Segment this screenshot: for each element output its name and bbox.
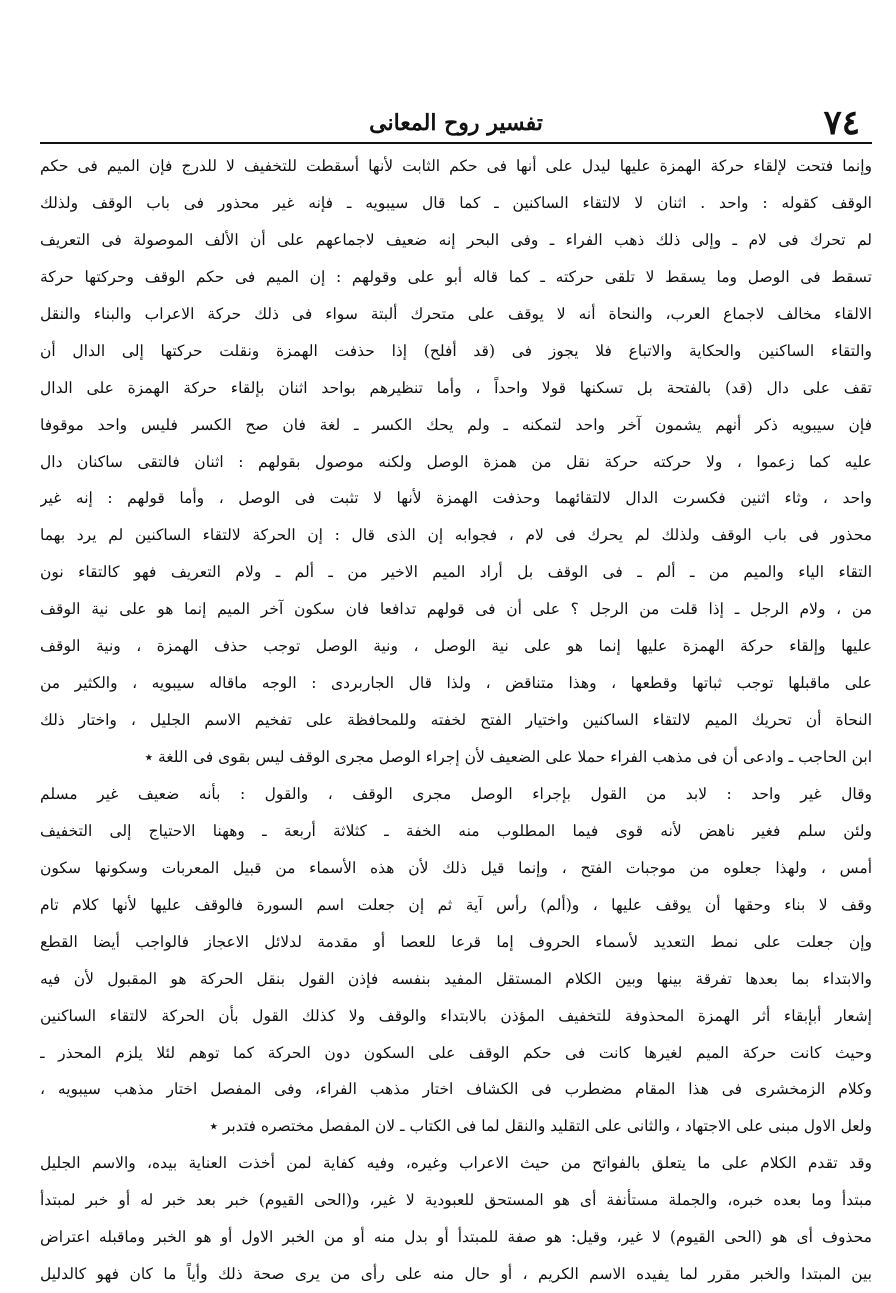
running-title: تفسير روح المعانى <box>369 110 543 136</box>
text-line: عليه كما زعموا ، ولا حركته حركة نقل من همزة الوصل ولكنه موصول بقولهم : اثنان فالتقى ساكنان دال <box>40 452 872 471</box>
text-line: واحد ، وثاء اثنين فكسرت الدال لالتقائهما وحذفت الهمزة لأنها لا تثبت فى الوصل ، وأما قولهم : إنه غير <box>40 489 872 508</box>
commentary-text <box>40 148 872 1293</box>
text-line: تقف على دال (قد) بالفتحة بل تسكنها قولا واحداً ، وأما تنظيرهم بواحد اثنان بإلقاء حركة الهمزة على الدال <box>40 378 872 397</box>
text-line: ابن الحاجب ـ وادعى أن فى مذهب الفراء حملا على الضعيف لأن إجراء الوصل مجرى الوقف ليس بقوى فى اللغة ٭ <box>144 748 872 766</box>
text-line: ولئن سلم فغير ناهض لأنه قوى فيما المطلوب منه الخفة ـ كثلاثة أربعة ـ وههنا الاحتياج إلى التخفيف <box>40 821 872 840</box>
text-line: وكلام الزمخشرى فى هذا المقام مضطرب فى الكشاف اختار مذهب الفراء، وفى المفصل اختار مذهب سيبويه ، <box>40 1080 872 1099</box>
text-line: محذور فى باب الوقف ولذلك لم يحرك فى لام ، فجوابه إن الذى قال : إن الحركة لالتقاء الساكنين لم يرد بهما <box>40 526 872 545</box>
text-line: وقف لا بناء وحقها أن يوقف عليها ، و(ألم) رأس آية ثم إن جعلت اسم السورة فالوقف عليها لأنها كلام تام <box>40 895 872 914</box>
text-line: ولعل الاول مبنى على الاجتهاد ، والثانى على التقليد والنقل لما فى الكتاب ـ لان المفصل مختصره فتدبر ٭ <box>209 1117 872 1136</box>
header-rule <box>40 142 872 144</box>
text-line: التقاء الياء والميم من ـ ألم ـ فى الوقف بل أراد الميم الاخير من ـ ألم ـ ولام التعريف فهو كالتقاء نون <box>40 563 872 582</box>
text-line: فإن سيبويه ذكر أنهم يشمون آخر واحد لتمكنه ـ ولم يحك الكسر ـ لغة فان صح الكسر فليس واحد موقوفا <box>40 415 872 434</box>
page-number: ٧٤ <box>823 103 860 143</box>
text-line: أمس ، ولهذا جعلوه من موجبات الفتح ، وإنما قيل ذلك لأن هذه الأسماء من قبيل المعربات وسكونها سكون <box>40 858 872 877</box>
text-line: عليها وإلقاء حركة الهمزة عليها إنما هو على نية الوصل ، ونية الوصل توجب حذف الهمزة ، ونية الوقف <box>40 637 872 656</box>
text-line: محذوف أى هو (الحى القيوم) لا غير، وقيل: هو صفة للمبتدأ أو بدل منه أو من الخبر الاول أو هو الخبر وماقبله اعتراض <box>40 1228 872 1247</box>
text-line: من ، ولام الرجل ـ إذا قلت من الرجل ؟ على أن فى قولهم تدافعا فان سكون آخر الميم إنما هو على نية الوقف <box>40 600 872 619</box>
text-line: بين المبتدا والخبر مقرر لما يفيده الاسم الكريم ، أو حال منه على رأى من يرى صحة ذلك وأياً ما كان فهو كالدليل <box>40 1265 872 1284</box>
text-line: مبتدأ وما بعده خبره، والجملة مستأنفة أى هو المستحق للعبودية لا غير، و(الحى القيوم) خبر بعد خبر له أو خبر لمبتدأ <box>40 1191 872 1210</box>
text-line: الالقاء مخالف لاجماع العرب، والنحاة أنه لا يوقف على متحرك ألبتة سواء فى ذلك حركة الاعراب والبناء والنقل <box>40 304 872 323</box>
text-line: وقال غير واحد : لابد من القول بإجراء الوصل مجرى الوقف ، والقول : بأنه ضعيف غير مسلم <box>40 784 872 803</box>
text-line: والابتداء بما بعدها تفرقة بينها وبين الكلام المستقل المفيد بنفسه فإذن القول بنقل الحركة هو المقبول لأن فيه <box>40 969 872 988</box>
text-line: والتقاء الساكنين والحكاية والاتباع فلا يجوز فى (قد أفلح) إذا حذفت الهمزة ونقلت حركتها إلى الدال أن <box>40 341 872 360</box>
text-line: وإن جعلت على نمط التعديد لأسماء الحروف إما قرعا للعصا أو مقدمة لدلائل الاعجاز فالواجب أيضا القطع <box>40 932 872 951</box>
text-line: وإنما فتحت لإلقاء حركة الهمزة عليها ليدل على أنها فى حكم الثابت لأنها أسقطت للتخفيف لا للدرج فإن الميم فى حكم <box>40 157 872 175</box>
text-line: النحاة أن تحريك الميم لالتقاء الساكنين واختيار الفتح لخفته وللمحافظة على تفخيم الاسم الجليل ، واختار ذلك <box>40 711 872 730</box>
text-line: وقد تقدم الكلام على ما يتعلق بالفواتح من حيث الاعراب وغيره، وفيه كفاية لمن أخذت العناية بيده، والاسم الجليل <box>40 1154 872 1173</box>
text-line: الوقف كقوله : واحد . اثنان لا لالتقاء الساكنين ـ كما قال سيبويه ـ فإنه غير محذور فى باب الوقف ولذلك <box>40 193 872 212</box>
text-line: إشعار أبإبقاء أثر الهمزة المحذوفة للتخفيف المؤذن بالابتداء والوقف ولا كذلك القول بأن الحركة لالتقاء الساكنين <box>40 1006 872 1025</box>
text-line: تسقط فى الوصل وما يسقط لا تلقى حركته ـ كما قاله أبو على وقولهم : إن الميم فى حكم الوقف وحركتها حركة <box>40 267 872 286</box>
page-header <box>40 104 872 144</box>
text-line: على ماقبلها توجب ثباتها وقطعها ، وهذا متناقض ، ولذا قال الجاربردى : الوجه ماقاله سيبويه ، والكثير من <box>40 674 872 693</box>
text-line: وحيث كانت حركة الميم لغيرها كانت فى حكم الوقف على السكون دون الحركة كما توهم لئلا يلزم المحذر ـ <box>40 1043 872 1062</box>
text-line: لم تحرك فى لام ـ وإلى ذلك ذهب الفراء ـ وفى البحر إنه ضعيف لاجماعهم على أن الألف الموصولة فى التعريف <box>40 230 872 249</box>
